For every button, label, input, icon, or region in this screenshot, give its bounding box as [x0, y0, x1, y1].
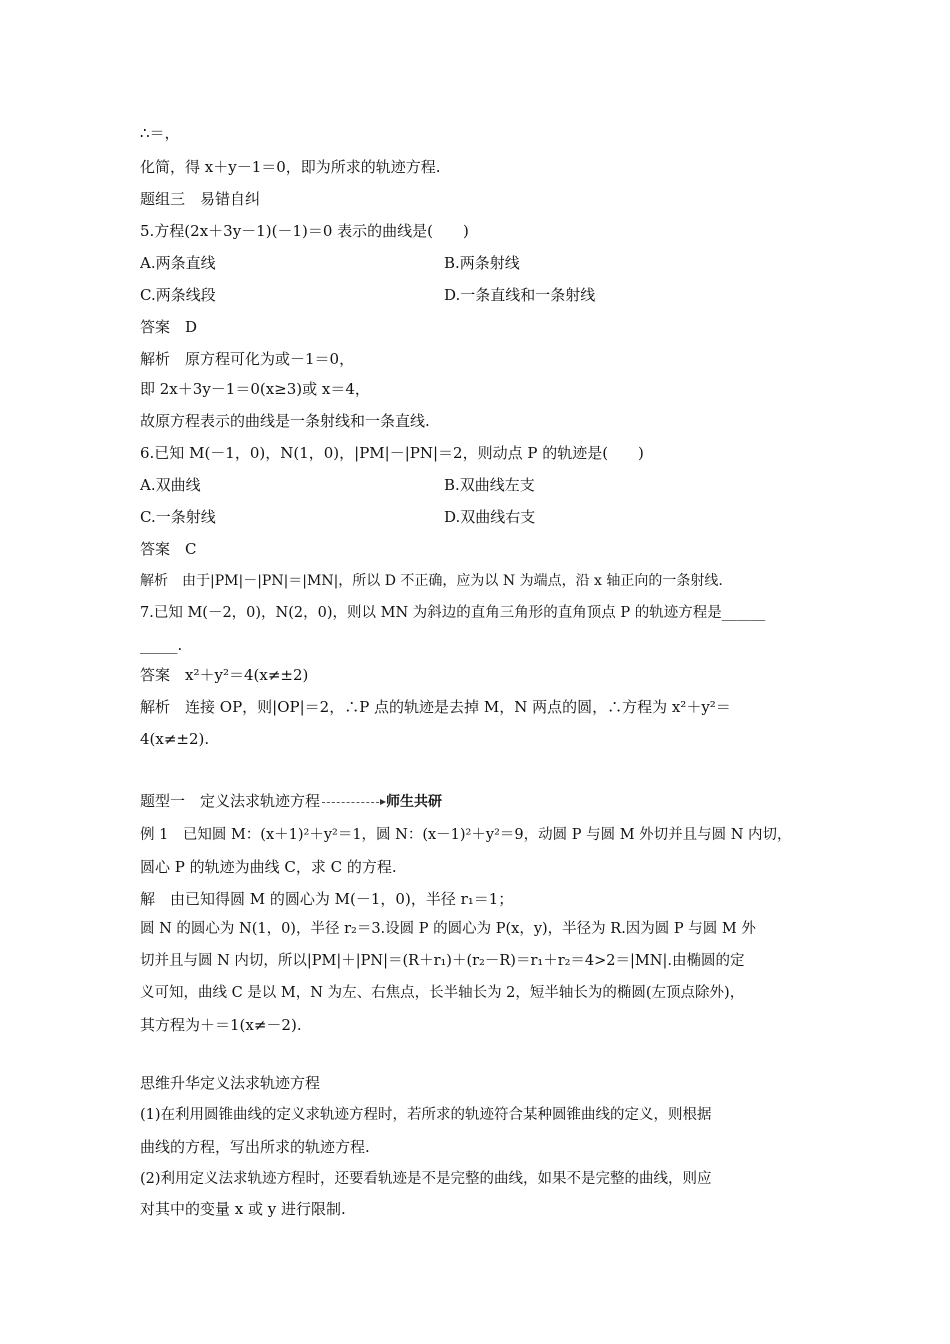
solution-line: 解 由已知得圆 M 的圆心为 M(－1，0)，半径 r₁＝1； — [140, 890, 514, 908]
section-title: 题组三 易错自纠 — [140, 190, 261, 208]
option-d: D.一条直线和一条射线 — [444, 286, 596, 304]
question-5: 5.方程(2x＋3y－1)(－1)＝0 表示的曲线是( ) — [140, 222, 469, 240]
option-c: C.一条射线 — [140, 508, 216, 526]
text-line: 化简，得 x＋y－1＝0，即为所求的轨迹方程. — [140, 158, 441, 176]
option-a: A.两条直线 — [140, 254, 216, 272]
option-d: D.双曲线右支 — [444, 508, 536, 526]
option-a: A.双曲线 — [140, 476, 201, 494]
summary-point-1: (1)在利用圆锥曲线的定义求轨迹方程时，若所求的轨迹符合某种圆锥曲线的定义，则根据 — [140, 1107, 712, 1123]
summary-point-2: (2)利用定义法求轨迹方程时，还要看轨迹是不是完整的曲线，如果不是完整的曲线，则应 — [140, 1171, 712, 1187]
text-line: 其方程为＋＝1(x≠－2). — [140, 1016, 302, 1034]
text-line: 故原方程表示的曲线是一条射线和一条直线. — [140, 412, 430, 430]
answer-line: 答案 D — [140, 318, 198, 336]
answer-line: 答案 C — [140, 540, 197, 558]
option-c: C.两条线段 — [140, 286, 216, 304]
example-1: 例 1 已知圆 M：(x＋1)²＋y²＝1，圆 N：(x－1)²＋y²＝9，动圆 P 与圆 M 外切并且与圆 N 内切， — [140, 827, 792, 843]
question-6: 6.已知 M(－1，0)，N(1，0)，|PM|－|PN|＝2，则动点 P 的轨迹是( ) — [140, 444, 644, 462]
analysis-line: 解析 连接 OP，则|OP|＝2，∴P 点的轨迹是去掉 M，N 两点的圆，∴方程为 x²＋y²＝ — [140, 698, 731, 716]
text-line: 对其中的变量 x 或 y 进行限制. — [140, 1200, 346, 1218]
text-line: 曲线的方程，写出所求的轨迹方程. — [140, 1138, 370, 1156]
text-line: 4(x≠±2). — [140, 730, 210, 748]
topic-tag: 师生共研 — [386, 794, 443, 810]
answer-line: 答案 x²＋y²＝4(x≠±2) — [140, 666, 309, 684]
topic-title: 题型一 定义法求轨迹方程 — [140, 792, 321, 810]
analysis-line: 解析 由于|PM|－|PN|＝|MN|，所以 D 不正确，应为以 N 为端点，沿 x 轴正向的一条射线. — [140, 573, 723, 589]
text-line: 圆心 P 的轨迹为曲线 C，求 C 的方程. — [140, 858, 397, 876]
text-line: 切并且与圆 N 内切，所以|PM|＋|PN|＝(R＋r₁)＋(r₂－R)＝r₁＋r₂＝4>2＝|MN|.由椭圆的定 — [140, 953, 745, 969]
summary-title: 思维升华定义法求轨迹方程 — [140, 1074, 321, 1092]
text-line: ∴＝， — [140, 124, 180, 142]
text-line: 即 2x＋3y－1＝0(x≥3)或 x＝4， — [140, 380, 370, 398]
option-b: B.两条射线 — [444, 254, 520, 272]
text-line: _____. — [140, 636, 183, 654]
question-7: 7.已知 M(－2，0)，N(2，0)，则以 MN 为斜边的直角三角形的直角顶点 P 的轨迹方程是______ — [140, 605, 766, 621]
topic-heading — [140, 790, 442, 813]
text-line: 义可知，曲线 C 是以 M，N 为左、右焦点，长半轴长为 2，短半轴长为的椭圆(左顶点除外)， — [140, 985, 745, 1001]
analysis-line: 解析 原方程可化为或－1＝0， — [140, 350, 355, 368]
option-b: B.双曲线左支 — [444, 476, 535, 494]
text-line: 圆 N 的圆心为 N(1，0)，半径 r₂＝3.设圆 P 的圆心为 P(x，y)，半径为 R.因为圆 P 与圆 M 外 — [140, 921, 756, 937]
arrow-icon — [322, 802, 384, 803]
